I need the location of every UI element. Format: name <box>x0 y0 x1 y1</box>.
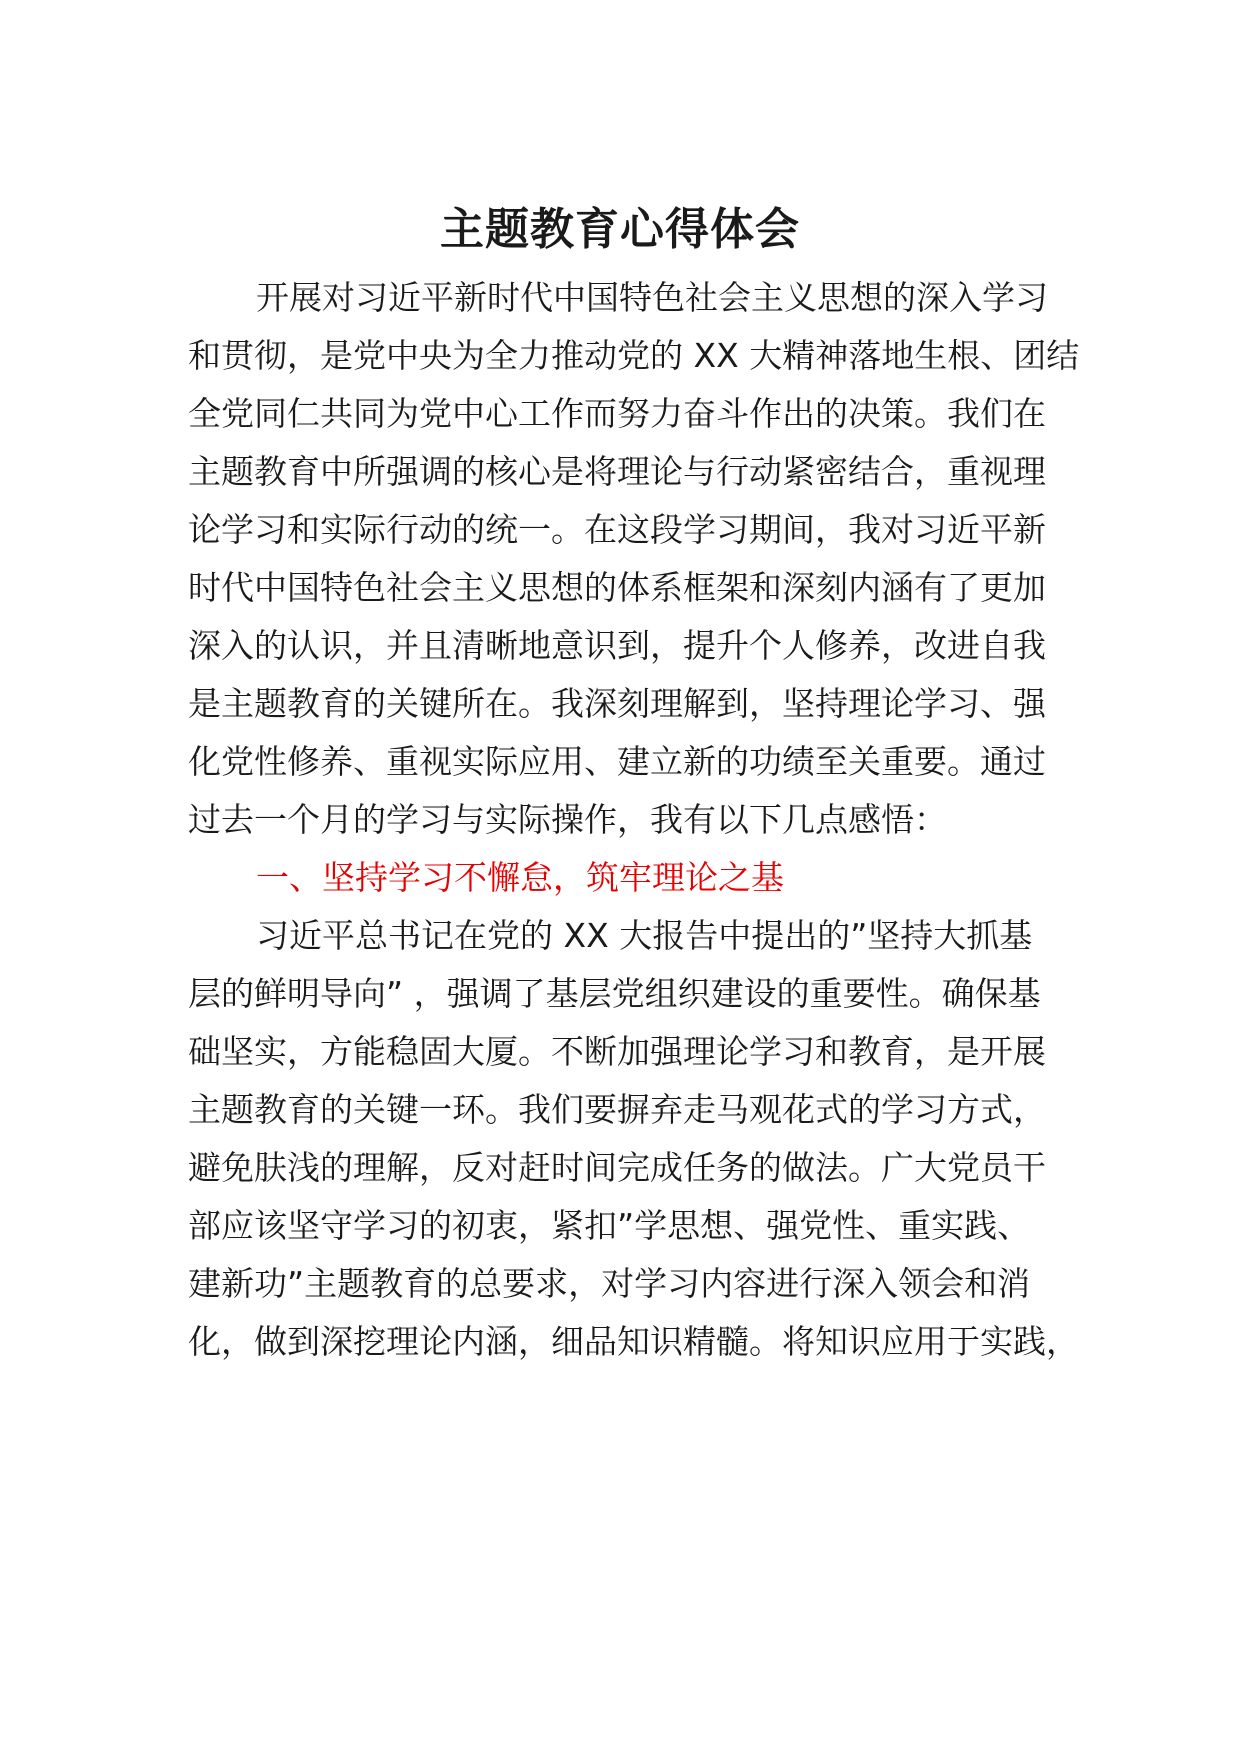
paragraph-line: 和贯彻，是党中央为全力推动党的 XX 大精神落地生根、团结 <box>188 336 1080 375</box>
paragraph-line: 主题教育的关键一环。我们要摒弃走马观花式的学习方式， <box>188 1090 1046 1129</box>
section-heading: 一、坚持学习不懈怠，筑牢理论之基 <box>256 858 784 897</box>
document-title: 主题教育心得体会 <box>440 204 800 255</box>
paragraph-line: 深入的认识，并且清晰地意识到，提升个人修养，改进自我 <box>188 626 1046 665</box>
paragraph-line: 部应该坚守学习的初衷，紧扣”学思想、强党性、重实践、 <box>188 1206 1031 1245</box>
paragraph-line: 化党性修养、重视实际应用、建立新的功绩至关重要。通过 <box>188 742 1046 781</box>
paragraph-line: 础坚实，方能稳固大厦。不断加强理论学习和教育，是开展 <box>188 1032 1046 1071</box>
paragraph-line: 开展对习近平新时代中国特色社会主义思想的深入学习 <box>256 278 1048 317</box>
paragraph-line: 时代中国特色社会主义思想的体系框架和深刻内涵有了更加 <box>188 568 1046 607</box>
paragraph-line: 化，做到深挖理论内涵，细品知识精髓。将知识应用于实践， <box>188 1322 1079 1361</box>
paragraph-line: 论学习和实际行动的统一。在这段学习期间，我对习近平新 <box>188 510 1046 549</box>
paragraph-line: 避免肤浅的理解，反对赶时间完成任务的做法。广大党员干 <box>188 1148 1046 1187</box>
paragraph-line: 过去一个月的学习与实际操作，我有以下几点感悟： <box>188 800 947 839</box>
paragraph-line: 主题教育中所强调的核心是将理论与行动紧密结合，重视理 <box>188 452 1046 491</box>
paragraph-line: 是主题教育的关键所在。我深刻理解到，坚持理论学习、强 <box>188 684 1046 723</box>
paragraph-line: 层的鲜明导向” ，强调了基层党组织建设的重要性。确保基 <box>188 974 1041 1013</box>
paragraph-line: 建新功”主题教育的总要求，对学习内容进行深入领会和消 <box>188 1264 1031 1303</box>
paragraph-line: 习近平总书记在党的 XX 大报告中提出的”坚持大抓基 <box>256 916 1033 955</box>
paragraph-line: 全党同仁共同为党中心工作而努力奋斗作出的决策。我们在 <box>188 394 1046 433</box>
